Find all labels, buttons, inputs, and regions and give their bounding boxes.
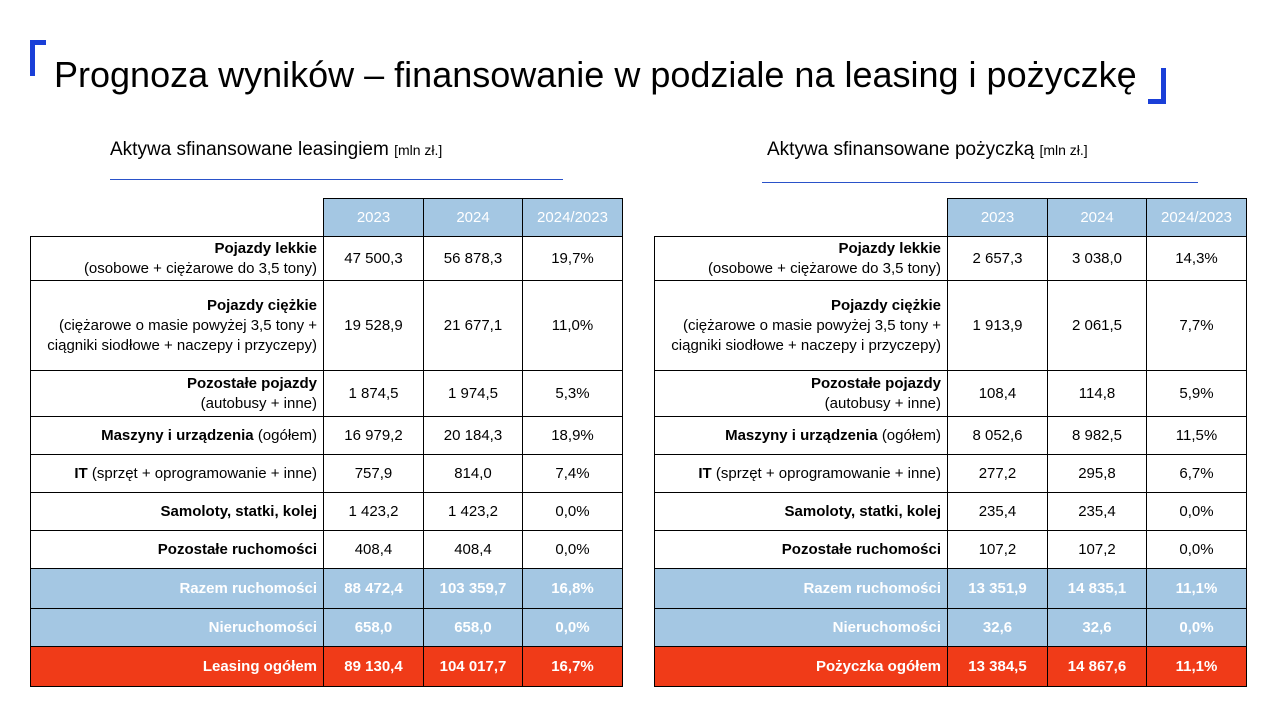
table-header-row [31, 199, 623, 237]
row-label [31, 531, 324, 569]
row-label-bold: Pozostałe ruchomości [781, 540, 941, 558]
header-ratio: 2024/2023 [1147, 199, 1247, 237]
header-2023: 2023 [948, 199, 1048, 237]
cell-ratio: 19,7% [523, 237, 623, 281]
row-label [31, 237, 324, 281]
row-label-bold: Pozostałe ruchomości [157, 540, 317, 558]
cell-ratio: 0,0% [1147, 493, 1247, 531]
table-row [31, 417, 623, 455]
row-label-bold: Pojazdy ciężkie [830, 296, 941, 314]
row-label-sub: (osobowe + ciężarowe do 3,5 tony) [707, 259, 941, 277]
table-row [655, 455, 1247, 493]
cell-ratio: 7,4% [523, 455, 623, 493]
row-label: Nieruchomości [655, 609, 948, 647]
cell-ratio: 0,0% [1147, 609, 1247, 647]
row-label-bold: Pozostałe pojazdy [810, 374, 941, 392]
table-row-total [655, 647, 1247, 687]
left-subtitle-rule [110, 179, 563, 180]
cell-ratio: 0,0% [1147, 531, 1247, 569]
cell-2023: 47 500,3 [324, 237, 424, 281]
cell-2024: 14 867,6 [1048, 647, 1147, 687]
row-label [31, 493, 324, 531]
cell-ratio: 14,3% [1147, 237, 1247, 281]
cell-ratio: 5,9% [1147, 371, 1247, 417]
cell-2023: 1 874,5 [324, 371, 424, 417]
table-header-row [655, 199, 1247, 237]
table-row [31, 371, 623, 417]
cell-2023: 1 423,2 [324, 493, 424, 531]
table-row [31, 531, 623, 569]
cell-2024: 658,0 [424, 609, 523, 647]
cell-2023: 408,4 [324, 531, 424, 569]
row-label [655, 281, 948, 371]
row-label [655, 417, 948, 455]
cell-2024: 114,8 [1048, 371, 1147, 417]
cell-2024: 103 359,7 [424, 569, 523, 609]
cell-2024: 21 677,1 [424, 281, 523, 371]
cell-ratio: 0,0% [523, 531, 623, 569]
row-label-bold: Samoloty, statki, kolej [784, 502, 941, 520]
cell-2024: 408,4 [424, 531, 523, 569]
row-label-bold: IT [74, 464, 88, 482]
row-label [31, 371, 324, 417]
cell-ratio: 11,0% [523, 281, 623, 371]
cell-2023: 277,2 [948, 455, 1048, 493]
header-2024: 2024 [424, 199, 523, 237]
cell-ratio: 16,7% [523, 647, 623, 687]
header-blank-cell [31, 199, 324, 237]
row-label [655, 493, 948, 531]
header-2024: 2024 [1048, 199, 1147, 237]
row-label-bold: Pojazdy lekkie [214, 239, 317, 257]
row-label-bold: Pojazdy lekkie [838, 239, 941, 257]
row-label: Razem ruchomości [31, 569, 324, 609]
row-label: Nieruchomości [31, 609, 324, 647]
row-label [31, 417, 324, 455]
row-label: Pożyczka ogółem [655, 647, 948, 687]
table-row-razem [655, 569, 1247, 609]
cell-ratio: 16,8% [523, 569, 623, 609]
row-label [31, 281, 324, 371]
right-subtitle-unit: [mln zł.] [1039, 142, 1088, 158]
cell-2024: 1 423,2 [424, 493, 523, 531]
cell-2024: 2 061,5 [1048, 281, 1147, 371]
table-row [31, 281, 623, 371]
row-label-bold: Samoloty, statki, kolej [160, 502, 317, 520]
cell-2023: 32,6 [948, 609, 1048, 647]
header-ratio: 2024/2023 [523, 199, 623, 237]
row-label-bold: Pozostałe pojazdy [186, 374, 317, 392]
row-label-bold: Pojazdy ciężkie [206, 296, 317, 314]
row-label [655, 455, 948, 493]
table-row-razem [31, 569, 623, 609]
cell-ratio: 11,5% [1147, 417, 1247, 455]
cell-2024: 295,8 [1048, 455, 1147, 493]
row-label-sub: (ogółem) [881, 426, 941, 444]
row-label-sub: (sprzęt + oprogramowanie + inne) [91, 464, 317, 482]
corner-bracket-top-left [30, 40, 46, 76]
cell-2024: 56 878,3 [424, 237, 523, 281]
cell-2024: 104 017,7 [424, 647, 523, 687]
header-blank-cell [655, 199, 948, 237]
table-row [31, 493, 623, 531]
cell-2024: 235,4 [1048, 493, 1147, 531]
leasing-table [30, 198, 623, 687]
cell-2023: 8 052,6 [948, 417, 1048, 455]
cell-ratio: 0,0% [523, 609, 623, 647]
left-subtitle-unit: [mln zł.] [394, 142, 443, 158]
cell-2024: 3 038,0 [1048, 237, 1147, 281]
cell-ratio: 11,1% [1147, 569, 1247, 609]
cell-ratio: 6,7% [1147, 455, 1247, 493]
cell-ratio: 11,1% [1147, 647, 1247, 687]
row-label-bold: IT [698, 464, 712, 482]
cell-2024: 814,0 [424, 455, 523, 493]
page-title: Prognoza wyników – finansowanie w podziale na leasing i pożyczkę [54, 54, 1137, 95]
corner-bracket-bottom-right [1148, 68, 1166, 104]
cell-2023: 757,9 [324, 455, 424, 493]
table-row [655, 237, 1247, 281]
row-label [655, 531, 948, 569]
cell-2024: 8 982,5 [1048, 417, 1147, 455]
row-label: Razem ruchomości [655, 569, 948, 609]
right-subtitle [767, 138, 1088, 162]
table-row-nieruchomosci [655, 609, 1247, 647]
table-row [31, 455, 623, 493]
cell-2023: 1 913,9 [948, 281, 1048, 371]
right-subtitle-rule [762, 182, 1198, 183]
loan-table [654, 198, 1247, 687]
cell-2023: 2 657,3 [948, 237, 1048, 281]
cell-2023: 19 528,9 [324, 281, 424, 371]
cell-2023: 107,2 [948, 531, 1048, 569]
row-label-sub: (autobusy + inne) [824, 394, 941, 412]
table-row [655, 371, 1247, 417]
row-label: Leasing ogółem [31, 647, 324, 687]
cell-ratio: 7,7% [1147, 281, 1247, 371]
row-label-sub: (ciężarowe o masie powyżej 3,5 tony + ciągniki siodłowe + naczepy i przyczepy) [671, 316, 941, 354]
table-row-nieruchomosci [31, 609, 623, 647]
row-label-sub: (sprzęt + oprogramowanie + inne) [715, 464, 941, 482]
table-row [655, 531, 1247, 569]
cell-2023: 16 979,2 [324, 417, 424, 455]
cell-2024: 14 835,1 [1048, 569, 1147, 609]
cell-2024: 1 974,5 [424, 371, 523, 417]
cell-2024: 20 184,3 [424, 417, 523, 455]
row-label-bold: Maszyny i urządzenia [725, 426, 878, 444]
row-label [655, 371, 948, 417]
cell-ratio: 5,3% [523, 371, 623, 417]
right-subtitle-text: Aktywa sfinansowane pożyczką [767, 139, 1035, 160]
row-label [31, 455, 324, 493]
table-row [655, 417, 1247, 455]
row-label [655, 237, 948, 281]
cell-ratio: 0,0% [523, 493, 623, 531]
left-subtitle-text: Aktywa sfinansowane leasingiem [110, 139, 389, 160]
header-2023: 2023 [324, 199, 424, 237]
row-label-sub: (osobowe + ciężarowe do 3,5 tony) [83, 259, 317, 277]
row-label-bold: Maszyny i urządzenia [101, 426, 254, 444]
cell-2023: 235,4 [948, 493, 1048, 531]
left-subtitle [110, 138, 442, 162]
cell-2023: 108,4 [948, 371, 1048, 417]
cell-2024: 32,6 [1048, 609, 1147, 647]
row-label-sub: (autobusy + inne) [200, 394, 317, 412]
cell-ratio: 18,9% [523, 417, 623, 455]
cell-2023: 89 130,4 [324, 647, 424, 687]
table-row [31, 237, 623, 281]
cell-2024: 107,2 [1048, 531, 1147, 569]
row-label-sub: (ciężarowe o masie powyżej 3,5 tony + ciągniki siodłowe + naczepy i przyczepy) [47, 316, 317, 354]
table-row-total [31, 647, 623, 687]
row-label-sub: (ogółem) [257, 426, 317, 444]
cell-2023: 13 384,5 [948, 647, 1048, 687]
table-row [655, 493, 1247, 531]
cell-2023: 88 472,4 [324, 569, 424, 609]
table-row [655, 281, 1247, 371]
cell-2023: 13 351,9 [948, 569, 1048, 609]
cell-2023: 658,0 [324, 609, 424, 647]
